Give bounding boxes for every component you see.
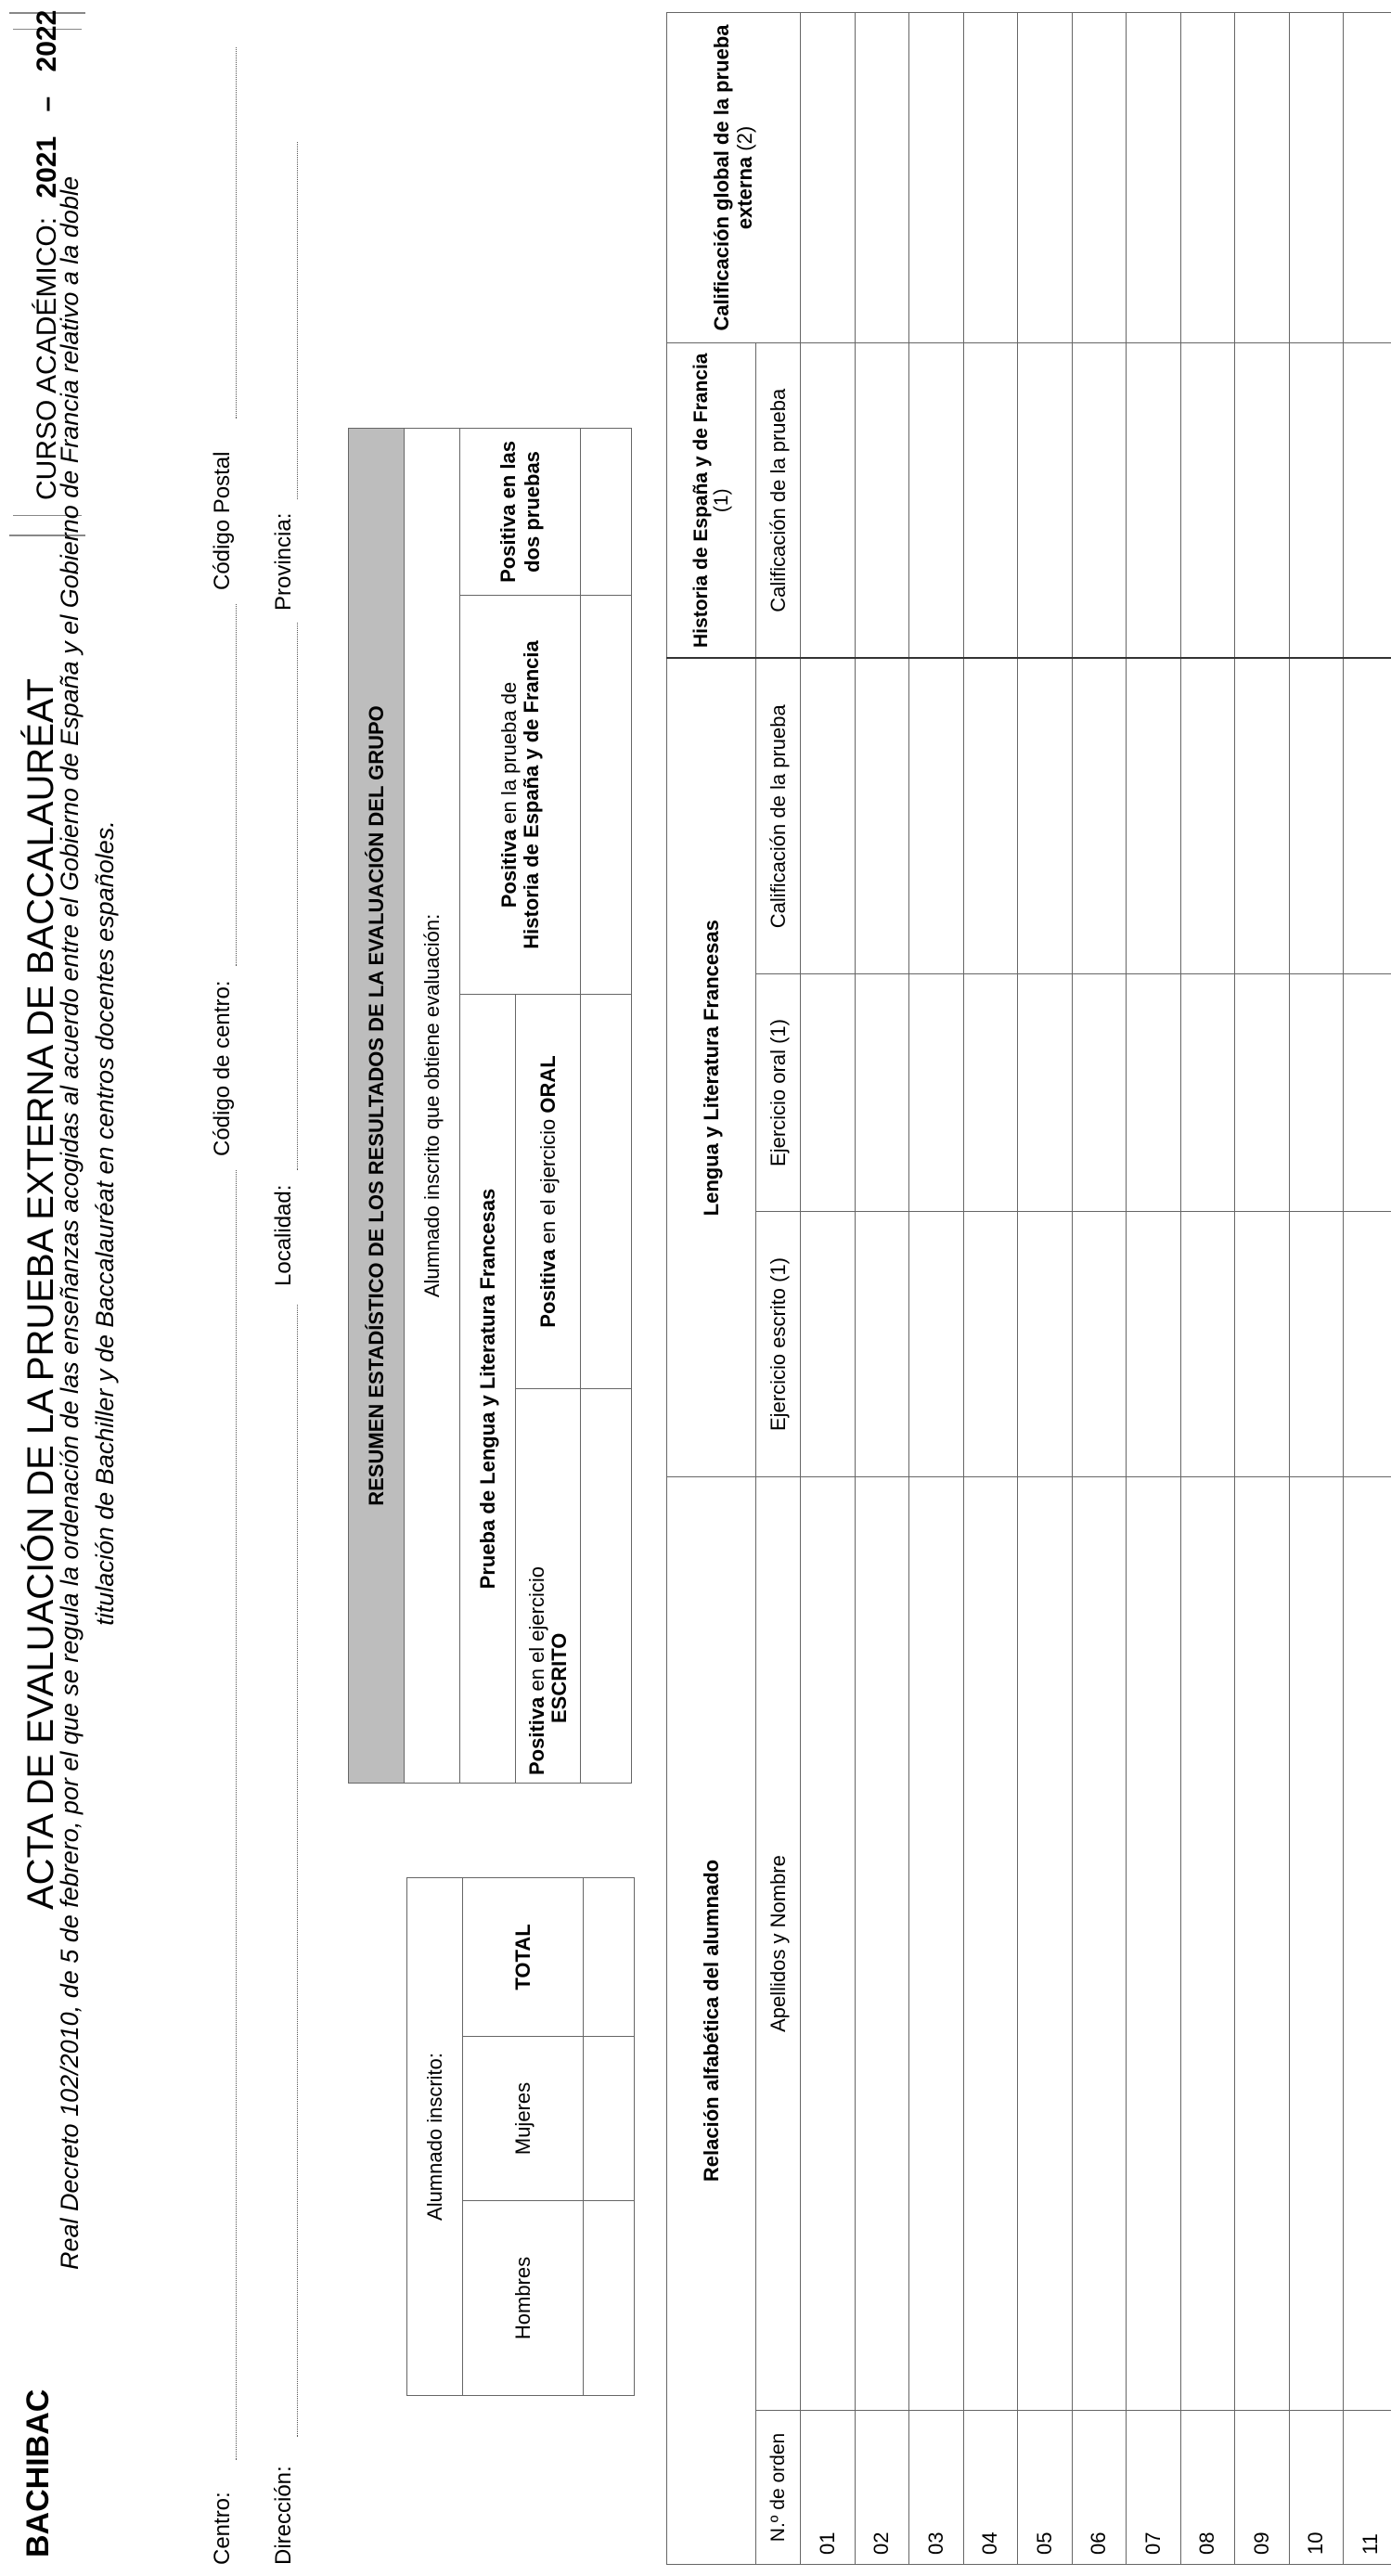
calif-lengua-header: Calificación de la prueba <box>756 659 801 974</box>
table-row <box>1344 13 1391 2565</box>
calif-lengua-cell[interactable] <box>1235 659 1290 974</box>
positive-escrito-header <box>516 1389 581 1784</box>
students-table <box>666 12 1391 2565</box>
row-number: 09 <box>1235 2411 1290 2565</box>
table-row <box>1127 13 1181 2565</box>
calif-historia-cell[interactable] <box>1180 343 1235 659</box>
calif-lengua-cell[interactable] <box>1180 659 1235 974</box>
table-row <box>1235 13 1290 2565</box>
oral-cell[interactable] <box>1018 974 1073 1212</box>
num-orden-header: N.º de orden <box>756 2411 801 2565</box>
escrito-cell[interactable] <box>855 1212 909 1477</box>
escrito-cell[interactable] <box>1289 1212 1344 1477</box>
calif-lengua-cell[interactable] <box>801 659 856 974</box>
historia-value[interactable] <box>581 596 632 995</box>
student-name-cell[interactable] <box>1072 1477 1127 2411</box>
global-cell[interactable] <box>1072 13 1127 343</box>
global-cell[interactable] <box>855 13 909 343</box>
evaluation-label: Alumnado inscrito que obtiene evaluación: <box>405 428 460 1783</box>
escrito-value[interactable] <box>581 1389 632 1784</box>
historia-header <box>667 343 756 659</box>
oral-value[interactable] <box>581 995 632 1389</box>
oral-header: Ejercicio oral (1) <box>756 974 801 1212</box>
global-header <box>667 13 801 343</box>
escrito-cell[interactable] <box>1344 1212 1391 1477</box>
calif-historia-cell[interactable] <box>1127 343 1181 659</box>
oral-cell[interactable] <box>1289 974 1344 1212</box>
row-number: 07 <box>1127 2411 1181 2565</box>
lengua-prueba-header: Prueba de Lengua y Literatura Francesas <box>460 995 516 1784</box>
oral-cell[interactable] <box>963 974 1018 1212</box>
row-number: 02 <box>855 2411 909 2565</box>
global-cell[interactable] <box>1289 13 1344 343</box>
calif-lengua-cell[interactable] <box>1127 659 1181 974</box>
apellidos-header: Apellidos y Nombre <box>756 1477 801 2411</box>
total-value[interactable] <box>584 1877 635 2036</box>
course-label: CURSO ACADÉMICO: <box>32 216 62 500</box>
oral-cell[interactable] <box>1127 974 1181 1212</box>
calif-lengua-cell[interactable] <box>1289 659 1344 974</box>
student-name-cell[interactable] <box>1289 1477 1344 2411</box>
student-name-cell[interactable] <box>963 1477 1018 2411</box>
positive-both-header: Positiva en las dos pruebas <box>460 428 581 595</box>
oral-cell[interactable] <box>1344 974 1391 1212</box>
oral-cell[interactable] <box>909 974 964 1212</box>
table-row <box>909 13 964 2565</box>
calif-historia-cell[interactable] <box>801 343 856 659</box>
localidad-label: Localidad: <box>271 1184 296 1286</box>
direccion-line[interactable] <box>297 1305 298 2437</box>
global-title: Calificación global de la prueba externa <box>710 24 756 331</box>
student-name-cell[interactable] <box>801 1477 856 2411</box>
global-note: (2) <box>732 125 756 157</box>
row-number: 06 <box>1072 2411 1127 2565</box>
relacion-header: Relación alfabética del alumnado <box>667 1477 756 2565</box>
calif-historia-cell[interactable] <box>909 343 964 659</box>
provincia-line[interactable] <box>297 142 298 499</box>
global-cell[interactable] <box>1018 13 1073 343</box>
row-number: 01 <box>801 2411 856 2565</box>
table-row <box>1180 13 1235 2565</box>
escrito-cell[interactable] <box>1072 1212 1127 1477</box>
positive-oral-text: en el ejercicio <box>535 1113 560 1250</box>
row-number: 03 <box>909 2411 964 2565</box>
historia-note: (1) <box>710 488 732 513</box>
calif-historia-header: Calificación de la prueba <box>756 343 801 659</box>
table-row <box>963 13 1018 2565</box>
student-name-cell[interactable] <box>909 1477 964 2411</box>
escrito-cell[interactable] <box>1127 1212 1181 1477</box>
global-cell[interactable] <box>801 13 856 343</box>
direccion-label: Dirección: <box>271 2466 296 2565</box>
provincia-label: Provincia: <box>271 512 296 611</box>
calif-lengua-cell[interactable] <box>909 659 964 974</box>
calif-historia-cell[interactable] <box>855 343 909 659</box>
calif-lengua-cell[interactable] <box>1018 659 1073 974</box>
codigo-centro-line[interactable] <box>236 604 237 966</box>
lengua-header: Lengua y Literatura Francesas <box>667 659 756 1477</box>
calif-historia-cell[interactable] <box>1018 343 1073 659</box>
global-cell[interactable] <box>1127 13 1181 343</box>
year-start: 2021 <box>32 135 62 199</box>
row-number: 04 <box>963 2411 1018 2565</box>
positive-historia-header <box>460 596 581 995</box>
hombres-value[interactable] <box>584 2201 635 2396</box>
student-name-cell[interactable] <box>1235 1477 1290 2411</box>
decree-line-2: titulación de Bachiller y de Baccalauréat en centros docentes españoles. <box>91 820 119 1626</box>
codigo-postal-line[interactable] <box>236 47 237 419</box>
table-row <box>855 13 909 2565</box>
global-cell[interactable] <box>1344 13 1391 343</box>
student-name-cell[interactable] <box>855 1477 909 2411</box>
escrito-cell[interactable] <box>1235 1212 1290 1477</box>
calif-lengua-cell[interactable] <box>963 659 1018 974</box>
summary-evaluation-table <box>348 428 632 1784</box>
calif-lengua-cell[interactable] <box>1344 659 1391 974</box>
calif-lengua-cell[interactable] <box>855 659 909 974</box>
global-cell[interactable] <box>963 13 1018 343</box>
calif-lengua-cell[interactable] <box>1072 659 1127 974</box>
positive-historia-text: en la prueba de <box>497 681 522 830</box>
mujeres-header: Mujeres <box>463 2037 584 2201</box>
historia-title: Historia de España y de Francia <box>690 353 713 648</box>
global-cell[interactable] <box>1180 13 1235 343</box>
calif-historia-cell[interactable] <box>1235 343 1290 659</box>
escrito-cell[interactable] <box>801 1212 856 1477</box>
decree-line-1: Real Decreto 102/2010, de 5 de febrero, por el que se regula la ordenación de las enseñanzas acogidas al acuerdo entre el Gobierno de España y el Gobierno de Francia relativo a la doble <box>56 176 84 2270</box>
oral-cell[interactable] <box>1072 974 1127 1212</box>
summary-title: RESUMEN ESTADÍSTICO DE LOS RESULTADOS DE LA EVALUACIÓN DEL GRUPO <box>349 428 405 1783</box>
centro-line[interactable] <box>236 1170 237 2460</box>
positive-word: Positiva <box>535 1249 560 1328</box>
student-rows <box>801 13 1391 2565</box>
mujeres-value[interactable] <box>584 2037 635 2201</box>
codigo-centro-label: Código de centro: <box>210 980 235 1156</box>
calif-historia-cell[interactable] <box>1344 343 1391 659</box>
escrito-word: ESCRITO <box>547 1632 571 1723</box>
positive-escrito-text: en el ejercicio <box>525 1565 549 1697</box>
oral-cell[interactable] <box>855 974 909 1212</box>
escrito-header: Ejercicio escrito (1) <box>756 1212 801 1477</box>
year-dash: – <box>32 96 62 112</box>
calif-historia-cell[interactable] <box>963 343 1018 659</box>
total-header: TOTAL <box>463 1877 584 2036</box>
global-cell[interactable] <box>1235 13 1290 343</box>
row-number: 05 <box>1018 2411 1073 2565</box>
escrito-cell[interactable] <box>1180 1212 1235 1477</box>
oral-word: ORAL <box>535 1055 560 1114</box>
enrolled-label: Alumnado inscrito: <box>407 1877 463 2395</box>
row-number: 11 <box>1344 2411 1391 2565</box>
year-end: 2022 <box>32 9 62 72</box>
form-title: ACTA DE EVALUACIÓN DE LA PRUEBA EXTERNA DE BACCALAURÉAT <box>20 677 61 1910</box>
table-row <box>801 13 856 2565</box>
table-row <box>1018 13 1073 2565</box>
escrito-cell[interactable] <box>1018 1212 1073 1477</box>
student-name-cell[interactable] <box>1344 1477 1391 2411</box>
calif-historia-cell[interactable] <box>1289 343 1344 659</box>
codigo-postal-label: Código Postal <box>210 451 235 590</box>
hombres-header: Hombres <box>463 2201 584 2396</box>
escrito-cell[interactable] <box>963 1212 1018 1477</box>
table-row <box>1289 13 1344 2565</box>
calif-historia-cell[interactable] <box>1072 343 1127 659</box>
positive-oral-header <box>516 995 581 1389</box>
student-name-cell[interactable] <box>1180 1477 1235 2411</box>
positive-word: Positiva <box>497 829 522 908</box>
oral-cell[interactable] <box>1180 974 1235 1212</box>
both-value[interactable] <box>581 428 632 595</box>
centro-label: Centro: <box>210 2492 235 2565</box>
historia-name: Historia de España y de Francia <box>519 640 543 949</box>
localidad-line[interactable] <box>297 623 298 1170</box>
enrolled-table <box>406 1877 635 2396</box>
program-name: BACHIBAC <box>20 2389 56 2557</box>
escrito-cell[interactable] <box>909 1212 964 1477</box>
student-name-cell[interactable] <box>1018 1477 1073 2411</box>
row-number: 08 <box>1180 2411 1235 2565</box>
global-cell[interactable] <box>909 13 964 343</box>
positive-word: Positiva <box>525 1696 549 1775</box>
oral-cell[interactable] <box>801 974 856 1212</box>
student-name-cell[interactable] <box>1127 1477 1181 2411</box>
row-number: 10 <box>1289 2411 1344 2565</box>
oral-cell[interactable] <box>1235 974 1290 1212</box>
table-row <box>1072 13 1127 2565</box>
